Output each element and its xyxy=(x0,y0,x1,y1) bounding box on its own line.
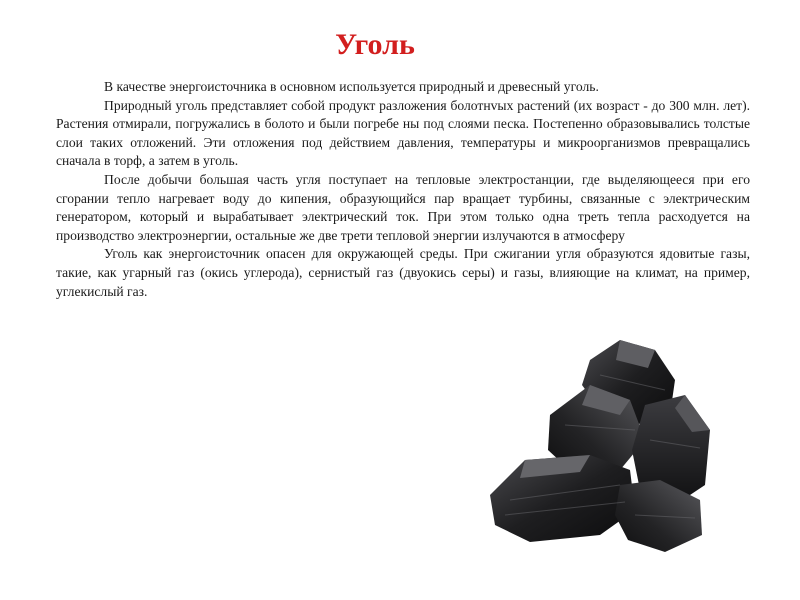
paragraph-2: Природный уголь представляет собой продукт разложения болотнvых растений (их возраст - до 300 млн. лет). Растения отмирали, погружались в болото и были погребе ны под слоями песка. Постепенно образовывались толстые слои таких отложений. Эти отложения под действием давления, температуры и микроорганизмов превращались сначала в торф, а затем в уголь. xyxy=(56,97,750,169)
slide-title: Уголь xyxy=(335,28,415,61)
body-text xyxy=(56,78,750,301)
paragraph-1: В качестве энергоисточника в основном используется природный и древесный уголь. xyxy=(104,79,599,94)
paragraph-4: Уголь как энергоисточник опасен для окружающей среды. При сжигании угля образуются ядовитые газы, такие, как угарный газ (окись углерода), сернистый газ (двуокись серы) и газы, влияющие на климат, на пример, углекислый газ. xyxy=(56,246,750,299)
coal-image xyxy=(470,320,770,570)
paragraph-3: После добычи большая часть угля поступает на тепловые электростанции, где выделяющееся при его сгорании тепло нагревает воду до кипения, образующийся пар вращает турбины, связанные с электрическим генератором, который и вырабатывает электрический ток. При этом только одна треть тепла расходуется на производство электроэнергии, остальные же две трети тепловой энергии излучаются в атмосферу xyxy=(56,171,750,243)
